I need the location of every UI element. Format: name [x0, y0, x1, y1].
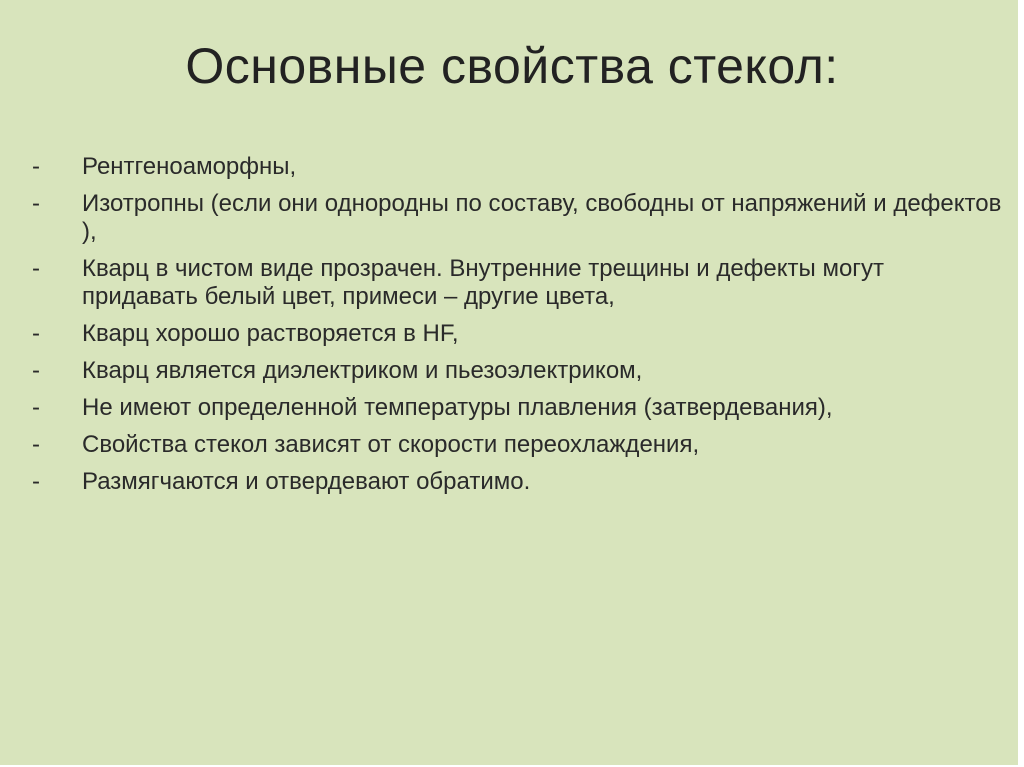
bullet-dash: - [32, 153, 40, 180]
bullet-dash: - [32, 320, 40, 347]
bullet-list [32, 153, 1002, 505]
bullet-text: Кварц хорошо растворяется в HF, [82, 320, 459, 347]
bullet-dash: - [32, 431, 40, 458]
right-edge [1018, 0, 1024, 767]
bullet-text: Кварц в чистом виде прозрачен. Внутренние трещины и дефекты могут придавать белый цвет, примеси – другие цвета, [82, 255, 885, 310]
list-item [32, 357, 1002, 385]
list-item [32, 468, 1002, 496]
bullet-dash: - [32, 357, 40, 384]
bullet-text: Размягчаются и отвердевают обратимо. [82, 468, 531, 495]
list-item [32, 431, 1002, 459]
list-item [32, 394, 1002, 422]
list-item [32, 255, 1002, 311]
bullet-dash: - [32, 468, 40, 495]
list-item [32, 190, 1002, 246]
list-item [32, 320, 1002, 348]
bullet-text: Свойства стекол зависят от скорости переохлаждения, [82, 431, 700, 458]
bullet-text: Рентгеноаморфны, [82, 153, 297, 180]
bullet-text: Кварц является диэлектриком и пьезоэлектриком, [82, 357, 643, 384]
bullet-dash: - [32, 394, 40, 421]
list-item [32, 153, 1002, 181]
bullet-dash: - [32, 255, 40, 282]
bullet-text: Не имеют определенной температуры плавления (затвердевания), [82, 394, 833, 421]
slide-title: Основные свойства стекол: [185, 38, 839, 94]
bullet-dash: - [32, 190, 40, 217]
bullet-text: Изотропны (если они однородны по составу, свободны от напряжений и дефектов ), [82, 190, 1002, 245]
